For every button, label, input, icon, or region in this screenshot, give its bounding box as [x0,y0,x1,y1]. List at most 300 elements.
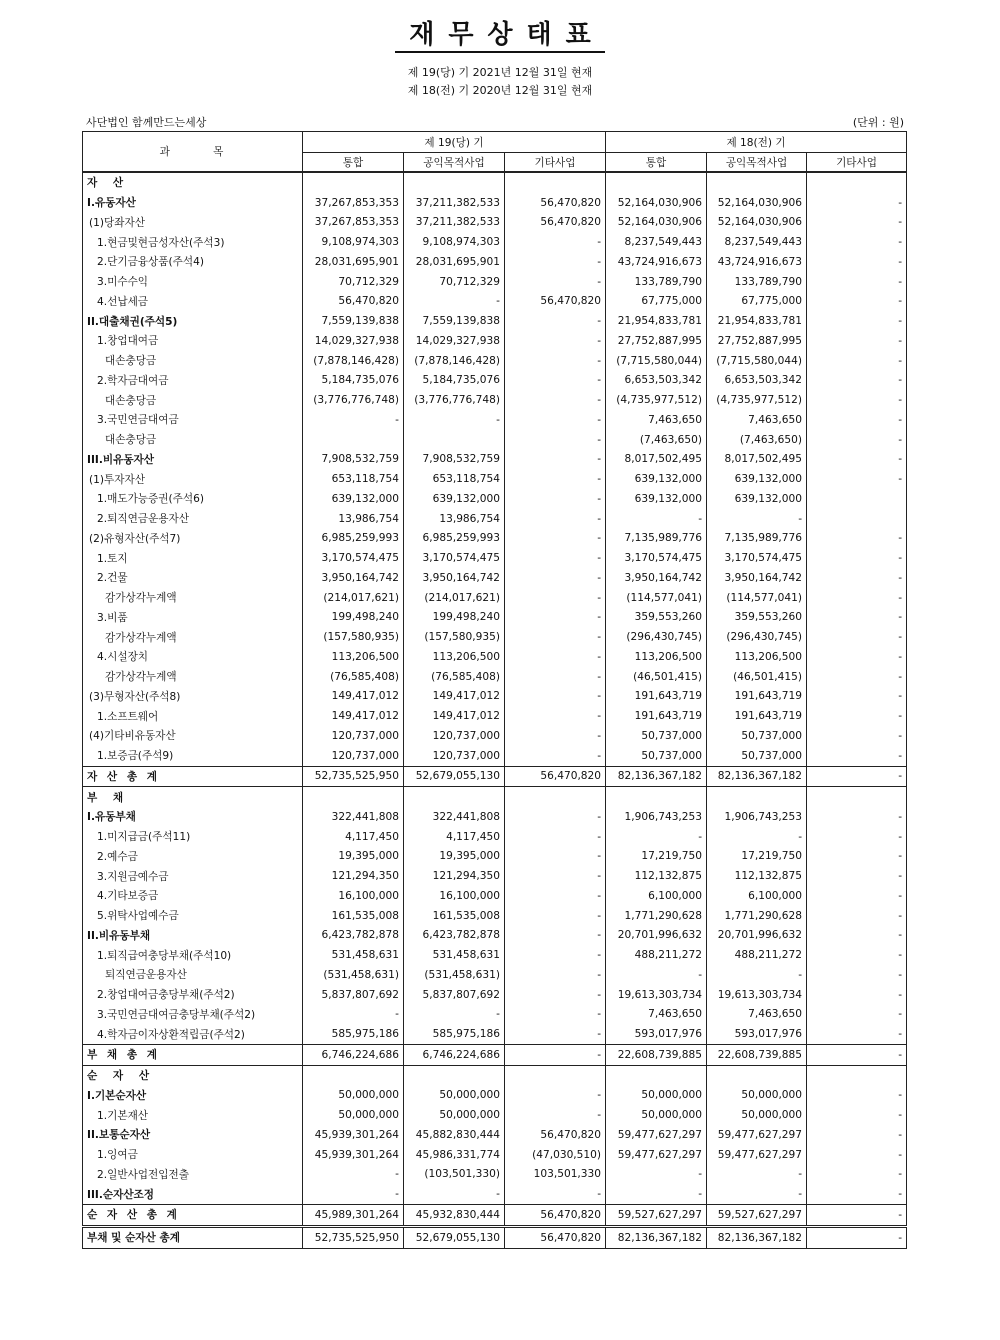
amount-cell: - [505,886,606,906]
amount-cell: - [807,292,907,312]
amount-cell: 4,117,450 [404,827,505,847]
account-name: I.유동부채 [83,807,303,827]
amount-cell: - [303,410,404,430]
amount-cell: 56,470,820 [505,766,606,787]
amount-cell: 5,837,807,692 [404,985,505,1005]
amount-cell: - [807,608,907,628]
table-row [83,430,907,450]
amount-cell: 113,206,500 [404,647,505,667]
table-row [83,272,907,292]
amount-cell: (4,735,977,512) [606,390,707,410]
amount-cell: 9,108,974,303 [303,232,404,252]
amount-cell: 50,000,000 [404,1105,505,1125]
amount-cell: - [707,965,807,985]
amount-cell: (47,030,510) [505,1145,606,1165]
total-row [83,766,907,787]
column-header: 기타사업 [505,153,606,173]
amount-cell: 67,775,000 [606,292,707,312]
amount-cell: 19,613,303,734 [707,985,807,1005]
amount-cell: 21,954,833,781 [606,311,707,331]
amount-cell: (7,463,650) [707,430,807,450]
table-body [83,172,907,1248]
amount-cell: 3,170,574,475 [404,548,505,568]
amount-cell: 120,737,000 [404,746,505,766]
table-row [83,292,907,312]
amount-cell: 70,712,329 [404,272,505,292]
amount-cell: - [505,965,606,985]
amount-cell: 199,498,240 [303,608,404,628]
amount-cell: 4,117,450 [303,827,404,847]
amount-cell: 59,527,627,297 [707,1205,807,1227]
account-name: 1.소프트웨어 [83,706,303,726]
amount-cell: - [807,827,907,847]
table-row [83,252,907,272]
table-row [83,1125,907,1145]
amount-cell: - [505,548,606,568]
amount-cell: 7,908,532,759 [303,450,404,470]
amount-cell: - [505,608,606,628]
amount-cell: - [807,450,907,470]
amount-cell: 19,395,000 [404,847,505,867]
amount-cell [807,787,907,807]
amount-cell: 639,132,000 [404,489,505,509]
account-name: 3.지원금예수금 [83,866,303,886]
amount-cell: - [807,252,907,272]
account-name: 3.비품 [83,608,303,628]
amount-cell: - [807,667,907,687]
table-row [83,1184,907,1204]
amount-cell: - [505,985,606,1005]
account-name: 1.퇴직급여충당부채(주석10) [83,945,303,965]
account-name: 2.일반사업전입전출 [83,1165,303,1185]
amount-cell: 7,463,650 [707,410,807,430]
amount-cell: 50,737,000 [707,726,807,746]
amount-cell: 112,132,875 [707,866,807,886]
amount-cell: 52,164,030,906 [707,193,807,213]
amount-cell: 120,737,000 [404,726,505,746]
account-name: 부 채 총 계 [83,1045,303,1066]
amount-cell: (531,458,631) [303,965,404,985]
amount-cell: - [303,1005,404,1025]
amount-cell: - [505,529,606,549]
account-name: 2.단기금융상품(주석4) [83,252,303,272]
amount-cell: 112,132,875 [606,866,707,886]
amount-cell: 20,701,996,632 [707,926,807,946]
amount-cell [807,172,907,193]
table-row [83,548,907,568]
amount-cell: 52,679,055,130 [404,766,505,787]
amount-cell: - [807,1145,907,1165]
table-row [83,311,907,331]
amount-cell: 639,132,000 [606,489,707,509]
amount-cell: 45,939,301,264 [303,1145,404,1165]
amount-cell: 22,608,739,885 [606,1045,707,1066]
amount-cell: 585,975,186 [303,1024,404,1044]
table-row [83,787,907,807]
amount-cell: (3,776,776,748) [404,390,505,410]
account-name: 2.건물 [83,568,303,588]
table-row [83,1005,907,1025]
amount-cell: - [505,489,606,509]
amount-cell: - [807,1105,907,1125]
amount-cell [303,172,404,193]
amount-cell: 37,267,853,353 [303,193,404,213]
prior-period: 제 18(전) 기 2020년 12월 31일 현재 [407,84,593,97]
amount-cell [505,1065,606,1085]
amount-cell: 488,211,272 [606,945,707,965]
table-header [83,132,907,173]
account-name: 4.학자금이자상환적립금(주석2) [83,1024,303,1044]
amount-cell: 3,170,574,475 [606,548,707,568]
amount-cell: 113,206,500 [606,647,707,667]
account-name: III.비유동자산 [83,450,303,470]
amount-cell: 1,906,743,253 [606,807,707,827]
amount-cell: 13,986,754 [303,509,404,529]
amount-cell: - [505,351,606,371]
account-name: III.순자산조정 [83,1184,303,1204]
table-row [83,827,907,847]
amount-cell: 6,985,259,993 [303,529,404,549]
amount-cell: - [505,1005,606,1025]
amount-cell: 5,837,807,692 [303,985,404,1005]
amount-cell: 50,000,000 [707,1105,807,1125]
account-name: 1.잉여금 [83,1145,303,1165]
table-row [83,706,907,726]
amount-cell [606,1065,707,1085]
amount-cell: - [807,1086,907,1106]
amount-cell: 6,423,782,878 [404,926,505,946]
amount-cell: - [505,469,606,489]
amount-cell: - [404,292,505,312]
account-header: 과 목 [83,132,303,173]
amount-cell: - [807,390,907,410]
amount-cell: - [505,667,606,687]
table-row [83,489,907,509]
amount-cell: 6,653,503,342 [707,371,807,391]
amount-cell: 531,458,631 [404,945,505,965]
account-name: 순 자 산 [83,1065,303,1085]
amount-cell: 8,237,549,443 [707,232,807,252]
amount-cell: 45,932,830,444 [404,1205,505,1227]
table-row [83,213,907,233]
amount-cell [807,1065,907,1085]
amount-cell: 50,000,000 [606,1105,707,1125]
amount-cell: 56,470,820 [505,292,606,312]
amount-cell: (7,463,650) [606,430,707,450]
table-row [83,232,907,252]
table-row [83,1086,907,1106]
amount-cell: - [505,807,606,827]
amount-cell: 120,737,000 [303,726,404,746]
amount-cell: 50,000,000 [303,1086,404,1106]
amount-cell: 7,463,650 [606,1005,707,1025]
amount-cell: (214,017,621) [404,588,505,608]
amount-cell: - [505,390,606,410]
amount-cell: 1,771,290,628 [606,906,707,926]
amount-cell: - [807,847,907,867]
amount-cell: - [807,351,907,371]
amount-cell: (7,715,580,044) [707,351,807,371]
table-row [83,647,907,667]
amount-cell: - [807,588,907,608]
amount-cell: 59,477,627,297 [707,1145,807,1165]
amount-cell: 14,029,327,938 [404,331,505,351]
account-name: 1.토지 [83,548,303,568]
amount-cell: - [707,509,807,529]
amount-cell: 7,559,139,838 [404,311,505,331]
amount-cell: - [505,726,606,746]
table-row [83,351,907,371]
table-row [83,926,907,946]
amount-cell: - [807,807,907,827]
amount-cell: - [505,1045,606,1066]
amount-cell: 45,939,301,264 [303,1125,404,1145]
amount-cell: 43,724,916,673 [606,252,707,272]
amount-cell: (296,430,745) [707,627,807,647]
amount-cell: - [807,926,907,946]
amount-cell: - [606,965,707,985]
amount-cell: - [807,627,907,647]
amount-cell: - [505,509,606,529]
amount-cell: 322,441,808 [404,807,505,827]
amount-cell: - [807,529,907,549]
amount-cell: - [807,1184,907,1204]
amount-cell: - [505,430,606,450]
account-name: I.기본순자산 [83,1086,303,1106]
amount-cell: 59,477,627,297 [606,1125,707,1145]
column-header: 통합 [606,153,707,173]
amount-cell: - [505,1184,606,1204]
amount-cell: 359,553,260 [707,608,807,628]
amount-cell [404,430,505,450]
amount-cell: 103,501,330 [505,1165,606,1185]
amount-cell: - [303,1184,404,1204]
amount-cell [606,172,707,193]
amount-cell: 7,559,139,838 [303,311,404,331]
amount-cell [707,787,807,807]
unit-label: (단위 : 원) [852,116,904,129]
amount-cell [404,1065,505,1085]
amount-cell: 21,954,833,781 [707,311,807,331]
table-row [83,390,907,410]
amount-cell: 52,164,030,906 [606,213,707,233]
amount-cell: - [505,450,606,470]
amount-cell: 639,132,000 [606,469,707,489]
amount-cell: 7,135,989,776 [606,529,707,549]
amount-cell: - [505,311,606,331]
amount-cell: - [505,866,606,886]
amount-cell: 50,737,000 [707,746,807,766]
account-name: (3)무형자산(주석8) [83,687,303,707]
account-name: 1.보증금(주석9) [83,746,303,766]
amount-cell: 27,752,887,995 [707,331,807,351]
amount-cell: 28,031,695,901 [404,252,505,272]
table-row [83,866,907,886]
amount-cell [707,172,807,193]
amount-cell: - [404,1005,505,1025]
amount-cell: 191,643,719 [606,687,707,707]
amount-cell: - [807,1205,907,1227]
amount-cell: 6,100,000 [707,886,807,906]
amount-cell: - [807,410,907,430]
amount-cell: 37,267,853,353 [303,213,404,233]
table-row [83,1105,907,1125]
amount-cell: 59,477,627,297 [606,1145,707,1165]
current-period-header: 제 19(당) 기 [303,132,606,153]
column-header: 공익목적사업 [707,153,807,173]
amount-cell: 161,535,008 [303,906,404,926]
amount-cell: 22,608,739,885 [707,1045,807,1066]
amount-cell: (157,580,935) [404,627,505,647]
amount-cell: - [807,371,907,391]
amount-cell: 50,737,000 [606,726,707,746]
amount-cell: 52,735,525,950 [303,1226,404,1248]
account-name: 대손충당금 [83,351,303,371]
amount-cell: 3,950,164,742 [404,568,505,588]
amount-cell: 359,553,260 [606,608,707,628]
table-row [83,509,907,529]
account-name: 4.시설장치 [83,647,303,667]
amount-cell: - [807,469,907,489]
amount-cell [505,172,606,193]
account-name: 3.국민연금대여금 [83,410,303,430]
amount-cell: 6,746,224,686 [303,1045,404,1066]
amount-cell [707,1065,807,1085]
amount-cell: 5,184,735,076 [404,371,505,391]
amount-cell: 16,100,000 [404,886,505,906]
account-name: 1.미지급금(주석11) [83,827,303,847]
amount-cell: 3,950,164,742 [707,568,807,588]
account-name: 감가상각누계액 [83,627,303,647]
amount-cell: (7,715,580,044) [606,351,707,371]
amount-cell: 56,470,820 [303,292,404,312]
account-name: 자 산 총 계 [83,766,303,787]
account-name: 감가상각누계액 [83,588,303,608]
amount-cell: - [505,627,606,647]
amount-cell: - [807,906,907,926]
amount-cell: 56,470,820 [505,1226,606,1248]
amount-cell: - [807,1005,907,1025]
amount-cell: - [807,965,907,985]
table-row [83,627,907,647]
amount-cell: 149,417,012 [404,706,505,726]
amount-cell: (46,501,415) [606,667,707,687]
amount-cell: - [505,847,606,867]
amount-cell: 6,746,224,686 [404,1045,505,1066]
amount-cell: 1,906,743,253 [707,807,807,827]
amount-cell: - [807,886,907,906]
amount-cell: 50,737,000 [606,746,707,766]
table-row [83,588,907,608]
amount-cell: (114,577,041) [707,588,807,608]
amount-cell: - [505,906,606,926]
amount-cell: - [807,985,907,1005]
account-name: 3.국민연금대여금충당부채(주석2) [83,1005,303,1025]
amount-cell: 6,653,503,342 [606,371,707,391]
amount-cell: (4,735,977,512) [707,390,807,410]
amount-cell: - [807,746,907,766]
amount-cell [505,787,606,807]
account-name: 2.창업대여금충당부채(주석2) [83,985,303,1005]
amount-cell: 56,470,820 [505,193,606,213]
amount-cell [404,172,505,193]
amount-cell: - [807,232,907,252]
amount-cell: 531,458,631 [303,945,404,965]
table-row [83,847,907,867]
account-name: 2.예수금 [83,847,303,867]
amount-cell: 149,417,012 [303,706,404,726]
amount-cell: 82,136,367,182 [707,1226,807,1248]
amount-cell: - [807,430,907,450]
amount-cell: - [505,252,606,272]
amount-cell: 8,017,502,495 [606,450,707,470]
amount-cell: 59,527,627,297 [606,1205,707,1227]
amount-cell: 28,031,695,901 [303,252,404,272]
amount-cell: - [505,647,606,667]
table-row [83,172,907,193]
amount-cell: 20,701,996,632 [606,926,707,946]
table-row [83,687,907,707]
amount-cell: - [807,1024,907,1044]
account-name: 부채 및 순자산 총계 [83,1226,303,1248]
amount-cell: 149,417,012 [303,687,404,707]
account-name: (1)투자자산 [83,469,303,489]
table-row [83,568,907,588]
amount-cell: - [807,647,907,667]
amount-cell: - [807,1226,907,1248]
account-name: 2.퇴직연금운용자산 [83,509,303,529]
amount-cell: - [505,272,606,292]
amount-cell: 8,237,549,443 [606,232,707,252]
amount-cell: - [404,410,505,430]
table-row [83,331,907,351]
table-row [83,746,907,766]
amount-cell: 56,470,820 [505,213,606,233]
amount-cell: 52,735,525,950 [303,766,404,787]
table-row [83,906,907,926]
account-name: I.유동자산 [83,193,303,213]
amount-cell: 149,417,012 [404,687,505,707]
amount-cell: 191,643,719 [606,706,707,726]
amount-cell: - [807,866,907,886]
amount-cell: - [606,1184,707,1204]
amount-cell: 50,000,000 [707,1086,807,1106]
amount-cell: 50,000,000 [303,1105,404,1125]
amount-cell: 7,463,650 [707,1005,807,1025]
amount-cell: 19,395,000 [303,847,404,867]
amount-cell: 191,643,719 [707,687,807,707]
table-row [83,1165,907,1185]
account-name: 1.창업대여금 [83,331,303,351]
amount-cell: 113,206,500 [303,647,404,667]
amount-cell [807,509,907,529]
amount-cell: (114,577,041) [606,588,707,608]
amount-cell: (7,878,146,428) [404,351,505,371]
amount-cell: - [807,687,907,707]
amount-cell: 639,132,000 [707,489,807,509]
table-row [83,807,907,827]
account-name: 1.매도가능증권(주석6) [83,489,303,509]
amount-cell: - [505,926,606,946]
amount-cell: 43,724,916,673 [707,252,807,272]
amount-cell: - [807,706,907,726]
column-header: 기타사업 [807,153,907,173]
amount-cell: 14,029,327,938 [303,331,404,351]
account-name: 2.학자금대여금 [83,371,303,391]
amount-cell: 9,108,974,303 [404,232,505,252]
amount-cell: - [505,746,606,766]
amount-cell: - [807,548,907,568]
